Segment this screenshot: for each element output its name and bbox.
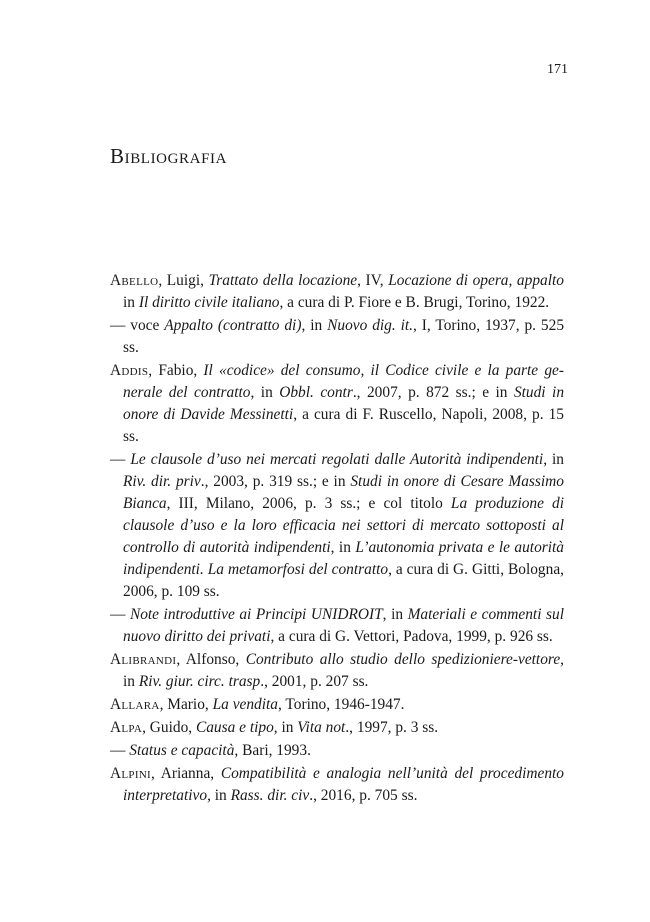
bibliography-entry: Alpa, Guido, Causa e tipo, in Vita not., 1997, p. 3 ss. — [110, 719, 439, 736]
bibliography-entry: — Le clausole d’uso nei mercati regolati dalle Autorità indipendenti, in Riv. dir. priv., 2003, p. 319 ss.; e in Studi in onore di Cesare Massimo Bianca, III, Milano, 2006, p. 3 ss.; e col titolo La produzione di clausole d’uso e la loro efficacia nei settori di mercato sottoposti al controllo di autorità indipendenti, in L’autonomia privata e le autorità indipendenti. La metamorfosi del contratto, a cura di G. Gitti, Bologna, 2006, p. 109 ss. — [110, 451, 565, 600]
bibliography-entry: Alpini, Arianna, Compatibilità e analogia nell’unità del procedimento interpretativo, in Rass. dir. civ., 2016, p. 705 ss. — [110, 765, 564, 804]
page-title: Bibliografia — [110, 144, 228, 168]
bibliography-entry: Allara, Mario, La vendita, Torino, 1946-1947. — [110, 696, 405, 713]
bibliography-entry: — voce Appalto (contratto di), in Nuovo dig. it., I, Torino, 1937, p. 525 ss. — [110, 317, 565, 356]
page-number: 171 — [547, 62, 568, 77]
bibliography-entry: — Status e capacità, Bari, 1993. — [110, 742, 311, 759]
bibliography-list — [110, 270, 564, 808]
bibliography-entry: Alibrandi, Alfonso, Contributo allo studio dello spedizioniere-vettore, in Riv. giur. circ. trasp., 2001, p. 207 ss. — [110, 651, 565, 690]
bibliography-entry: Abello, Luigi, Trattato della locazione, IV, Locazione di opera, appalto in Il diritto civile italiano, a cura di P. Fiore e B. Brugi, Torino, 1922. — [110, 272, 564, 311]
bibliography-entry: Addis, Fabio, Il «codice» del consumo, il Codice civile e la parte generale del contratto, in Obbl. contr., 2007, p. 872 ss.; e in Studi in onore di Davide Messinetti, a cura di F. Ruscello, Napoli, 2008, p. 15 ss. — [110, 362, 565, 445]
bibliography-entry: — Note introduttive ai Principi UNIDROIT, in Materiali e commenti sul nuovo diritto dei privati, a cura di G. Vettori, Padova, 1999, p. 926 ss. — [110, 606, 564, 645]
